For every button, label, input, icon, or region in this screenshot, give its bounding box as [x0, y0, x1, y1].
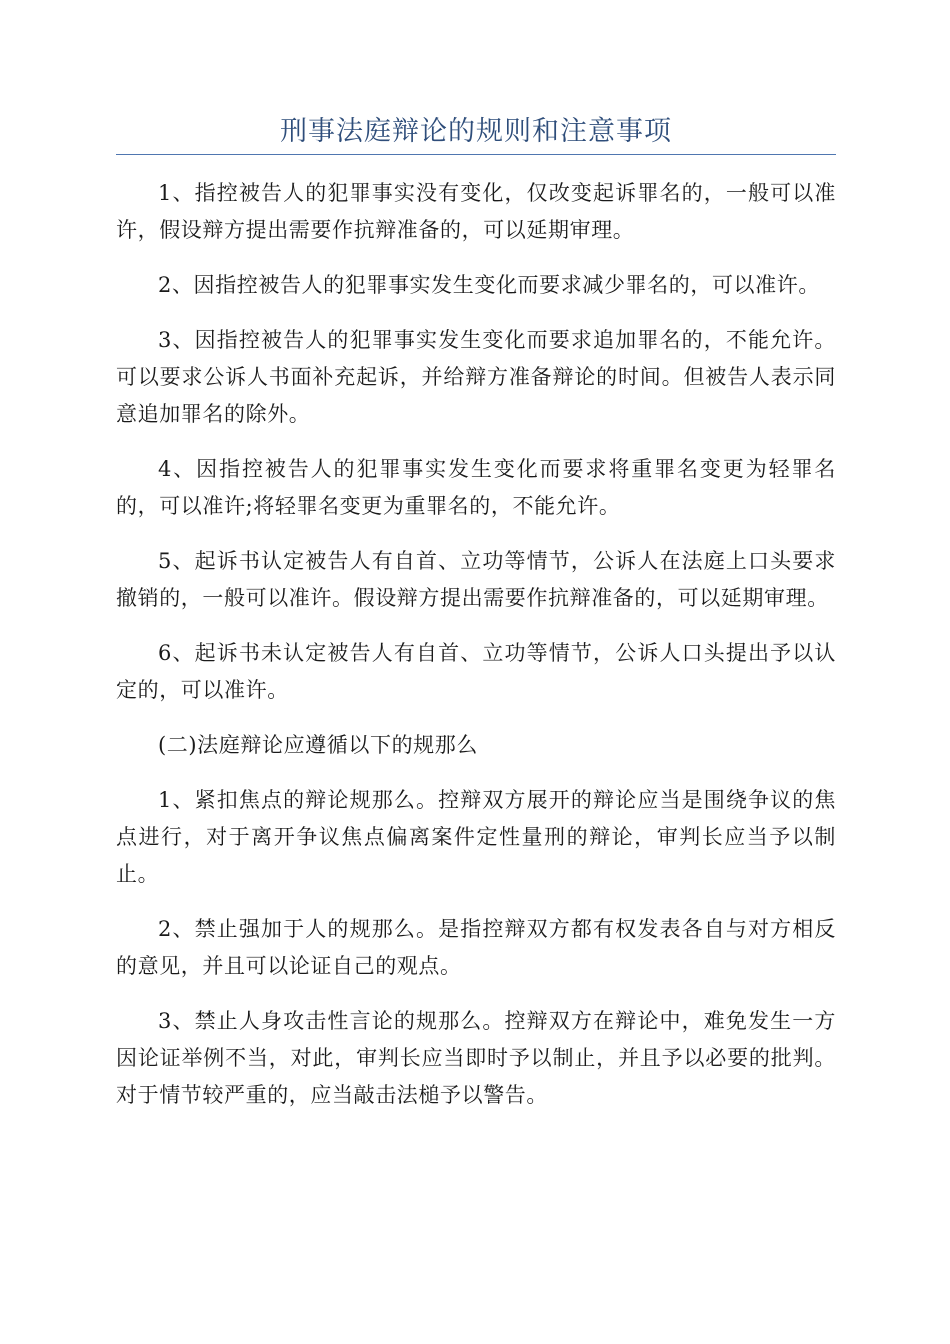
paragraph-1: 1、指控被告人的犯罪事实没有变化，仅改变起诉罪名的，一般可以准许，假设辩方提出需要作抗辩准备的，可以延期审理。 [116, 181, 836, 242]
document-page [116, 112, 836, 1132]
paragraph-6: 6、起诉书未认定被告人有自首、立功等情节，公诉人口头提出予以认定的，可以准许。 [116, 641, 836, 702]
rule-paragraph-1: 1、紧扣焦点的辩论规那么。控辩双方展开的辩论应当是围绕争议的焦点进行，对于离开争议焦点偏离案件定性量刑的辩论，审判长应当予以制止。 [116, 788, 836, 886]
section-heading: (二)法庭辩论应遵循以下的规那么 [158, 733, 478, 757]
paragraph-3: 3、因指控被告人的犯罪事实发生变化而要求追加罪名的，不能允许。可以要求公诉人书面补充起诉，并给辩方准备辩论的时间。但被告人表示同意追加罪名的除外。 [116, 328, 836, 426]
paragraph-4: 4、因指控被告人的犯罪事实发生变化而要求将重罪名变更为轻罪名的，可以准许;将轻罪名变更为重罪名的，不能允许。 [116, 457, 836, 518]
document-title: 刑事法庭辩论的规则和注意事项 [116, 112, 836, 155]
document-body [116, 175, 836, 1114]
rule-paragraph-3: 3、禁止人身攻击性言论的规那么。控辩双方在辩论中，难免发生一方因论证举例不当，对此，审判长应当即时予以制止，并且予以必要的批判。对于情节较严重的，应当敲击法槌予以警告。 [116, 1009, 836, 1107]
paragraph-5: 5、起诉书认定被告人有自首、立功等情节，公诉人在法庭上口头要求撤销的，一般可以准许。假设辩方提出需要作抗辩准备的，可以延期审理。 [116, 549, 836, 610]
rule-paragraph-2: 2、禁止强加于人的规那么。是指控辩双方都有权发表各自与对方相反的意见，并且可以论证自己的观点。 [116, 917, 836, 978]
paragraph-2: 2、因指控被告人的犯罪事实发生变化而要求减少罪名的，可以准许。 [158, 273, 820, 297]
